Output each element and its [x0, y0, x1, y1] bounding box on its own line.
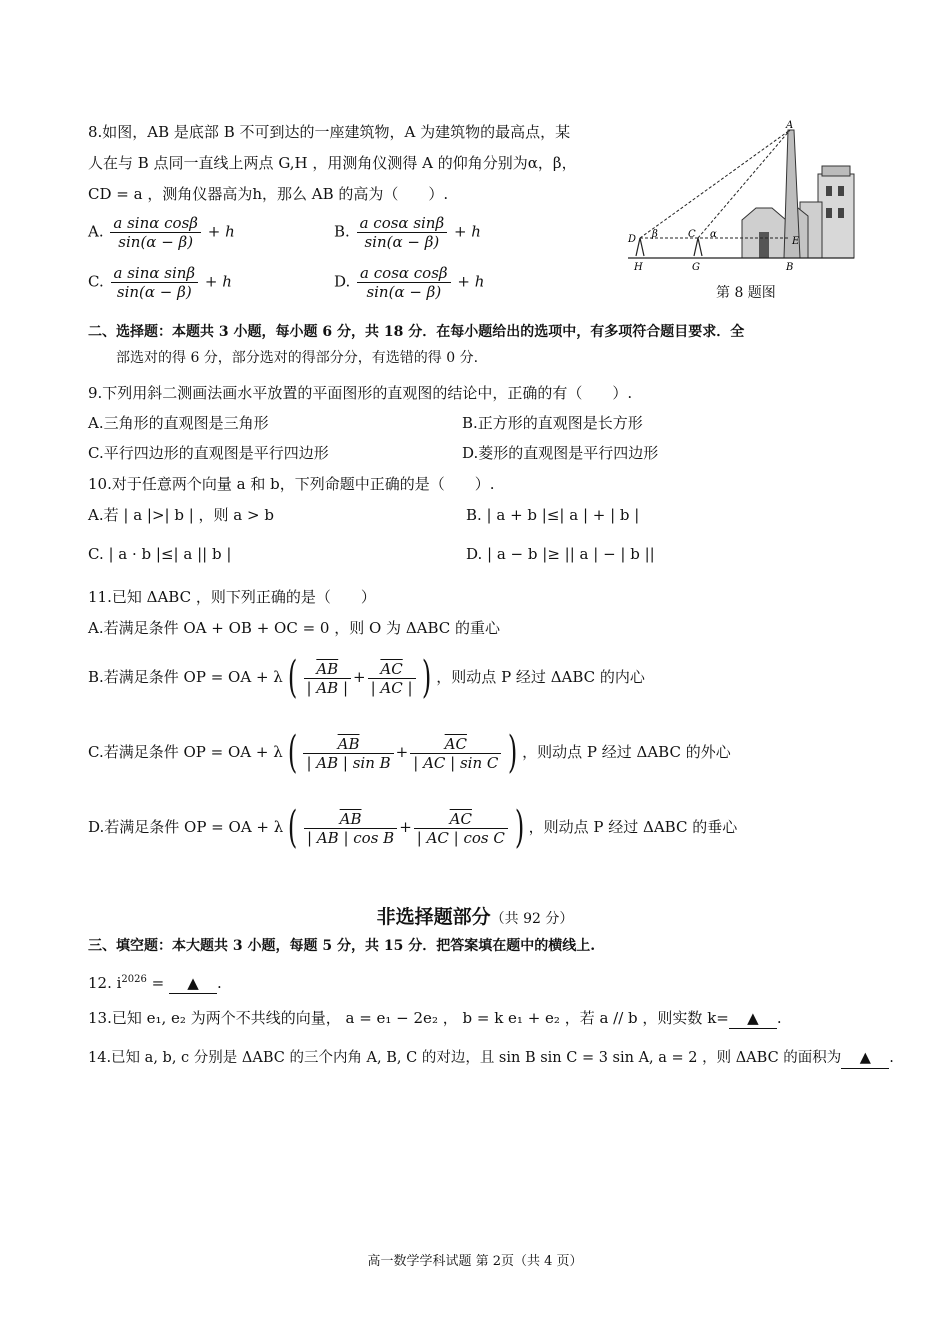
q13-period: . — [776, 1009, 782, 1027]
label-e: E — [792, 236, 800, 247]
q14-period: . — [889, 1050, 894, 1066]
q8-line2: 人在与 B 点同一直线上两点 G,H ，用测角仪测得 A 的仰角分别为α，β， — [88, 154, 577, 172]
denominator: | AC | cos C — [416, 828, 505, 847]
instrument-d — [636, 238, 644, 256]
right-paren: ) — [514, 802, 524, 853]
fraction — [303, 735, 393, 772]
option-suffix: ，则动点 P 经过 ΔABC 的外心 — [522, 743, 731, 761]
q10-option-b: B. | a + b |≤| a | + | b | — [466, 506, 640, 524]
q8-line1: 8.如图，AB 是底部 B 不可到达的一座建筑物，A 为建筑物的最高点，某 — [88, 123, 571, 141]
q11-option-a: A.若满足条件 OA + OB + OC = 0 ，则 O 为 ΔABC 的重心 — [88, 619, 501, 637]
option-label: D. — [334, 272, 351, 291]
label-beta: β — [652, 229, 658, 240]
section2-line1: 二、选择题：本题共 3 小题，每小题 6 分，共 18 分．在每小题给出的选项中，有多项符合题目要求．全 — [88, 324, 745, 340]
q14 — [88, 1048, 894, 1069]
q11-stem: 11.已知 ΔABC ，则下列正确的是（ ） — [88, 588, 376, 606]
option-prefix: C.若满足条件 OP = OA + λ — [88, 743, 283, 761]
label-a: A — [786, 120, 794, 131]
numerator: $\overline{AB}$ — [303, 735, 393, 754]
option-prefix: B.若满足条件 OP = OA + λ — [88, 668, 283, 686]
numerator: a sinα sinβ — [111, 264, 199, 283]
option-suffix: ，则动点 P 经过 ΔABC 的内心 — [436, 668, 645, 686]
q12-prefix: 12. i — [88, 974, 122, 992]
denominator: | AB | sin B — [306, 753, 391, 772]
q10-stem: 10.对于任意两个向量 a 和 b，下列命题中正确的是（ ）. — [88, 475, 495, 493]
numerator: $\overline{AC}$ — [414, 810, 508, 829]
window — [826, 208, 832, 218]
right-paren: ) — [508, 727, 518, 778]
instrument-c — [694, 238, 702, 256]
label-d: D — [628, 234, 637, 245]
q8-figure — [622, 116, 858, 276]
section-score: （共 92 分） — [490, 911, 574, 927]
tower-building-right — [818, 174, 854, 258]
page-footer: 高一数学学科试题 第 2页（共 4 页） — [367, 1254, 583, 1269]
denominator: sin(α − β) — [118, 233, 194, 251]
q12 — [88, 970, 222, 994]
q10-option-c: C. | a · b |≤| a || b | — [88, 545, 232, 563]
fraction — [111, 264, 199, 301]
fraction — [410, 735, 501, 772]
option-prefix: D.若满足条件 OP = OA + λ — [88, 818, 284, 836]
house-door — [759, 232, 769, 258]
denominator: sin(α − β) — [366, 283, 442, 301]
left-paren: ( — [287, 727, 297, 778]
denominator: | AC | — [370, 678, 413, 697]
q8-line3: CD = a ，测角仪器高为h，那么 AB 的高为（ ）. — [88, 185, 449, 203]
answer-blank: ▲ — [729, 1008, 777, 1029]
q9-option-a: A.三角形的直观图是三角形 — [88, 414, 269, 432]
numerator: $\overline{AC}$ — [410, 735, 501, 754]
numerator: a cosα sinβ — [357, 214, 448, 233]
denominator: | AB | cos B — [307, 828, 395, 847]
section2-line2: 部选对的得 6 分，部分选对的得部分分，有选错的得 0 分. — [116, 350, 479, 366]
q8-option-c — [88, 264, 232, 301]
numerator: $\overline{AC}$ — [368, 660, 416, 679]
fraction — [368, 660, 416, 697]
numerator: a cosα cosβ — [357, 264, 451, 283]
q14-text: 14.已知 a, b, c 分别是 ΔABC 的三个内角 A, B, C 的对边，且 sin B sin C = 3 sin A, a = 2 ，则 ΔABC 的面积为 — [88, 1050, 842, 1066]
q13 — [88, 1008, 782, 1029]
q9-option-d: D.菱形的直观图是平行四边形 — [462, 444, 659, 462]
figure-caption: 第 8 题图 — [716, 285, 776, 301]
tower-top-right — [822, 166, 850, 176]
label-alpha: α — [710, 229, 717, 240]
denominator: | AC | sin C — [413, 753, 499, 772]
left-paren: ( — [287, 652, 297, 703]
left-paren: ( — [287, 802, 298, 853]
option-suffix: ，则动点 P 经过 ΔABC 的垂心 — [528, 818, 738, 836]
plus-h: + h — [453, 222, 481, 241]
label-h: H — [634, 262, 643, 273]
q12-period: . — [216, 974, 222, 992]
fraction — [357, 264, 451, 301]
label-c: C — [688, 229, 696, 240]
q13-text: 13.已知 e₁, e₂ 为两个不共线的向量， a = e₁ − 2e₂ ， b = k e₁ + e₂ ，若 a // b ，则实数 k= — [88, 1009, 729, 1027]
nonchoice-section-title — [0, 902, 950, 929]
window — [838, 208, 844, 218]
plus-h: + h — [457, 272, 485, 291]
q11-option-c: C.若满足条件 OP = OA + λ ( $\frac{\overline{AB}}{\text{| AB | sin B}}$ + $\frac{\overline{AC}}{\text{| AC | sin C}}$ ) ，则动点 P 经过 ΔABC 的外心 — [88, 727, 731, 778]
option-label: A. — [88, 222, 104, 241]
q10-option-d: D. | a − b |≥ || a | − | b || — [466, 545, 655, 563]
section3-line: 三、填空题：本大题共 3 小题，每题 5 分，共 15 分．把答案填在题中的横线上. — [88, 938, 596, 954]
q8-option-b — [334, 214, 481, 251]
q12-exponent: 2026 — [121, 974, 147, 985]
section-title-text: 非选择题部分 — [376, 906, 491, 928]
label-b: B — [786, 262, 794, 273]
fraction — [414, 810, 508, 847]
fraction — [357, 214, 448, 251]
q12-equals: = — [146, 974, 169, 992]
fraction — [110, 214, 201, 251]
right-paren: ) — [422, 652, 432, 703]
q9-option-b: B.正方形的直观图是长方形 — [462, 414, 643, 432]
q9-option-c: C.平行四边形的直观图是平行四边形 — [88, 444, 329, 462]
plus-h: + h — [207, 222, 235, 241]
denominator: sin(α − β) — [364, 233, 440, 251]
window — [826, 186, 832, 196]
numerator: a sinα cosβ — [110, 214, 201, 233]
q9-stem: 9.下列用斜二测画法画水平放置的平面图形的直观图的结论中，正确的有（ ）. — [88, 384, 633, 402]
fraction — [304, 660, 352, 697]
q11-option-b: B.若满足条件 OP = OA + λ ( $\frac{\overline{AB}}{| AB |}$ + $\frac{\overline{AC}}{| AC |}$ ) ，则动点 P 经过 ΔABC 的内心 — [88, 652, 645, 703]
window — [838, 186, 844, 196]
q8-option-d — [334, 264, 484, 301]
numerator: $\overline{AB}$ — [304, 660, 352, 679]
plus-h: + h — [204, 272, 232, 291]
denominator: sin(α − β) — [116, 283, 192, 301]
numerator: $\overline{AB}$ — [304, 810, 397, 829]
fraction — [304, 810, 397, 847]
q11-option-d: D.若满足条件 OP = OA + λ ( $\frac{\overline{AB}}{\text{| AB | cos B}}$ + $\frac{\overline{AC}}{\text{| AC | cos C}}$ ) ，则动点 P 经过 ΔABC 的垂心 — [88, 802, 738, 853]
denominator: | AB | — [306, 678, 349, 697]
label-g: G — [692, 262, 700, 273]
answer-blank: ▲ — [841, 1048, 889, 1069]
q8-option-a — [88, 214, 235, 251]
q10-option-a: A.若 | a |>| b | ，则 a > b — [88, 506, 274, 524]
option-label: C. — [88, 272, 104, 291]
answer-blank: ▲ — [169, 973, 217, 994]
option-label: B. — [334, 222, 350, 241]
